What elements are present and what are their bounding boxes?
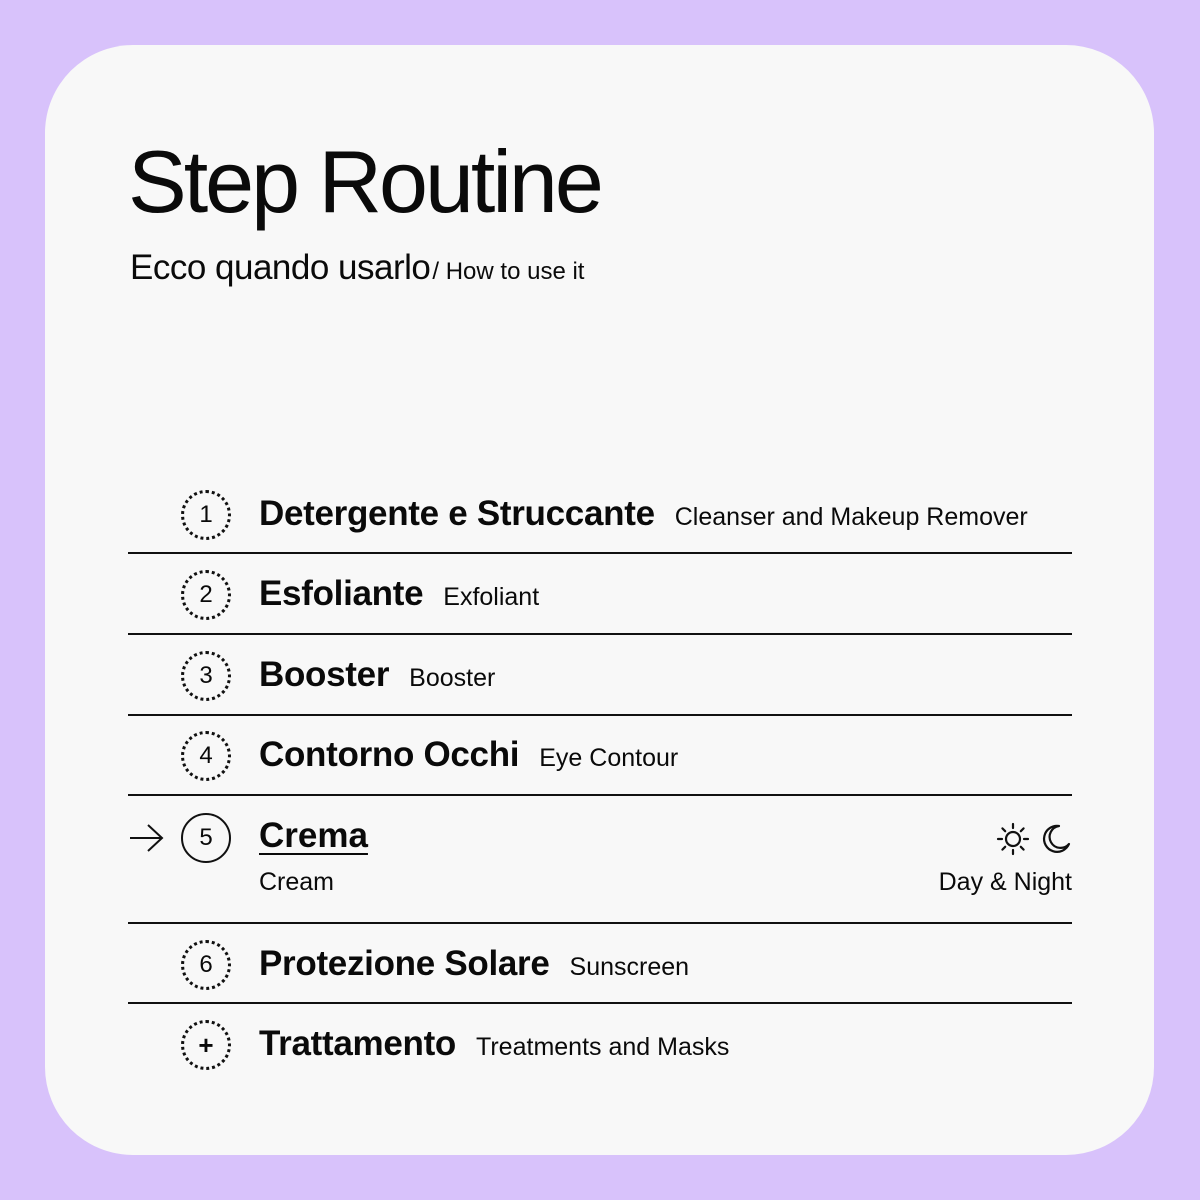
step-title-5: Crema <box>259 816 368 855</box>
moon-icon <box>1040 823 1072 855</box>
step-title-1 <box>259 494 1028 534</box>
step-title-en-2: Exfoliant <box>443 583 540 611</box>
step-badge-2: 2 <box>181 570 231 620</box>
step-subtitle-5: Cream <box>259 868 335 896</box>
page-title: Step Routine <box>128 132 601 231</box>
step-badge-3: 3 <box>181 651 231 701</box>
subtitle-italian: Ecco quando usarlo <box>130 248 431 287</box>
divider <box>128 552 1072 554</box>
divider <box>128 714 1072 716</box>
step-title-4 <box>259 735 678 775</box>
step-title-2 <box>259 574 539 614</box>
step-title-en-treatment: Treatments and Masks <box>476 1033 730 1061</box>
step-title-it-6: Protezione Solare <box>259 944 550 983</box>
step-title-en-1: Cleanser and Makeup Remover <box>674 503 1028 531</box>
step-title-it-3: Booster <box>259 655 390 694</box>
divider <box>128 922 1072 924</box>
step-badge-4: 4 <box>181 731 231 781</box>
divider <box>128 1002 1072 1004</box>
step-row-2[interactable] <box>128 568 1072 624</box>
step-title-6 <box>259 944 689 984</box>
step-row-1[interactable] <box>128 488 1072 544</box>
step-badge-plus: + <box>181 1020 231 1070</box>
page-subtitle <box>130 244 584 299</box>
step-title-treatment <box>259 1024 729 1064</box>
step-row-5[interactable] <box>128 810 1072 910</box>
step-title-it-treatment: Trattamento <box>259 1024 457 1063</box>
sun-icon <box>996 822 1030 856</box>
step-row-treatment[interactable] <box>128 1018 1072 1074</box>
day-night-label: Day & Night <box>938 868 1072 896</box>
step-title-it-4: Contorno Occhi <box>259 735 520 774</box>
step-row-4[interactable] <box>128 729 1072 785</box>
subtitle-english: / How to use it <box>432 258 585 285</box>
step-title-en-3: Booster <box>409 664 496 692</box>
day-night-icons <box>996 822 1072 856</box>
divider <box>128 633 1072 635</box>
step-title-it-2: Esfoliante <box>259 574 424 613</box>
step-title-3 <box>259 655 495 695</box>
step-badge-1: 1 <box>181 490 231 540</box>
step-title-en-4: Eye Contour <box>539 744 679 772</box>
step-row-6[interactable] <box>128 938 1072 994</box>
arrow-right-icon <box>128 822 166 854</box>
divider <box>128 794 1072 796</box>
step-row-3[interactable] <box>128 649 1072 705</box>
step-title-it-1: Detergente e Struccante <box>259 494 655 533</box>
step-title-en-6: Sunscreen <box>569 953 690 981</box>
step-badge-6: 6 <box>181 940 231 990</box>
step-badge-5: 5 <box>181 813 231 863</box>
